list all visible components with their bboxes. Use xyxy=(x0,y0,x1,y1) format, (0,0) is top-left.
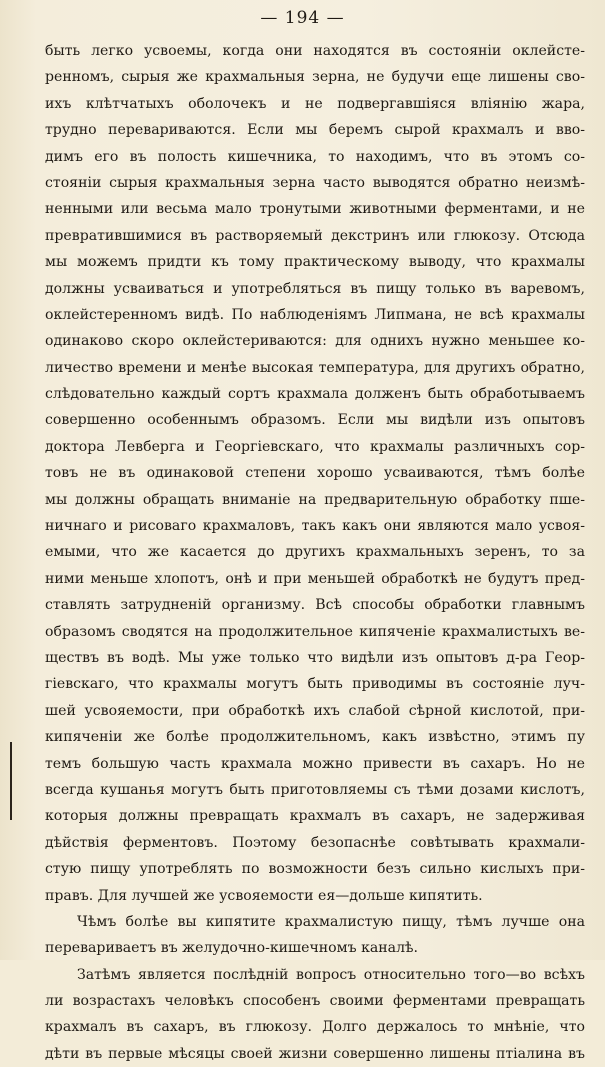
text-line: ними меньше хлопотъ, онѣ и при меньшей обработкѣ не будутъ пред- xyxy=(45,570,585,587)
text-line: слѣдовательно каждый сортъ крахмала долженъ быть обработываемъ xyxy=(45,386,585,403)
text-line: темъ большую часть крахмала можно привести въ сахаръ. Но не xyxy=(45,755,585,772)
text-line: Затѣмъ является послѣдній вопросъ относительно того—во всѣхъ xyxy=(77,966,585,983)
text-line: мы должны обращать вниманіе на предварительную обработку пше- xyxy=(45,491,585,508)
text-line: доктора Левберга и Георгіевскаго, что крахмалы различныхъ сор- xyxy=(45,438,585,455)
text-line: ничнаго и рисоваго крахмаловъ, такъ какъ они являются мало усвоя- xyxy=(45,518,585,535)
margin-mark xyxy=(10,742,12,820)
text-line: кипяченіи же болѣе продолжительномъ, какъ извѣстно, этимъ пу xyxy=(45,729,585,746)
text-line: стую пищу употреблять по возможности безъ сильно кислыхъ при- xyxy=(45,861,585,878)
text-line: трудно перевариваются. Если мы беремъ сырой крахмалъ и вво- xyxy=(45,122,585,139)
text-line: правъ. Для лучшей же усвояемости ея—дольше кипятить. xyxy=(45,887,483,904)
text-line: товъ не въ одинаковой степени хорошо усваиваются, тѣмъ болѣе xyxy=(45,465,585,482)
text-line: ществъ въ водѣ. Мы уже только что видѣли изъ опытовъ д-ра Геор- xyxy=(45,649,585,666)
text-line: ненными или весьма мало тронутыми животными ферментами, и не xyxy=(45,201,585,218)
text-line: ренномъ, сырыя же крахмальныя зерна, не будучи еще лишены сво- xyxy=(45,69,585,86)
text-line: димъ его въ полость кишечника, то находимъ, что въ этомъ со- xyxy=(45,148,585,165)
text-line: образомъ сводятся на продолжительное кипяченіе крахмалистыхъ ве- xyxy=(45,623,585,640)
text-line: которыя должны превращать крахмалъ въ сахаръ, не задерживая xyxy=(45,808,585,825)
text-line: перевариваетъ въ желудочно-кишечномъ каналѣ. xyxy=(45,940,419,957)
text-line: гіевскаго, что крахмалы могутъ быть приводимы въ состояніе луч- xyxy=(45,676,585,693)
body-text xyxy=(45,38,585,1067)
page-number: — 194 — xyxy=(260,8,345,28)
text-line: личество времени и менѣе высокая температура, для другихъ обратно, xyxy=(45,359,585,376)
text-line: должны усваиваться и употребляться въ пищу только въ варевомъ, xyxy=(45,280,585,297)
text-line: емыми, что же касается до другихъ крахмальныхъ зеренъ, то за xyxy=(45,544,585,561)
text-line: всегда кушанья могутъ быть приготовляемы съ тѣми дозами кислотъ, xyxy=(45,781,585,798)
text-line: ставлять затрудненій организму. Всѣ способы обработки главнымъ xyxy=(45,597,585,614)
text-line: шей усвояемости, при обработкѣ ихъ слабой сѣрной кислотой, при- xyxy=(45,702,585,719)
text-line: Чѣмъ болѣе вы кипятите крахмалистую пищу, тѣмъ лучше она xyxy=(77,913,585,930)
text-line: стояніи сырыя крахмальныя зерна часто выводятся обратно неизмѣ- xyxy=(45,174,585,191)
text-line: превратившимися въ растворяемый декстринъ или глюкозу. Отсюда xyxy=(45,227,585,244)
text-line: мы можемъ придти къ тому практическому выводу, что крахмалы xyxy=(45,254,585,271)
text-line: ли возрастахъ человѣкъ способенъ своими ферментами превращать xyxy=(45,993,585,1010)
text-line: оклейстеренномъ видѣ. По наблюденіямъ Липмана, не всѣ крахмалы xyxy=(45,306,585,323)
text-line: быть легко усвоемы, когда они находятся въ состояніи оклейсте- xyxy=(45,43,585,59)
text-line: совершенно особеннымъ образомъ. Если мы видѣли изъ опытовъ xyxy=(45,412,585,429)
text-line: дѣйствія ферментовъ. Поэтому безопаснѣе совѣтывать крахмали- xyxy=(45,834,585,851)
text-line: одинаково скоро оклейстериваются: для однихъ нужно меньшее ко- xyxy=(45,333,585,350)
text-line: ихъ клѣтчатыхъ оболочекъ и не подвергавшіяся вліянію жара, xyxy=(45,95,585,112)
text-line: дѣти въ первые мѣсяцы своей жизни совершенно лишены птіалина въ xyxy=(45,1045,585,1062)
text-line: крахмалъ въ сахаръ, въ глюкозу. Долго держалось то мнѣніе, что xyxy=(45,1019,585,1036)
